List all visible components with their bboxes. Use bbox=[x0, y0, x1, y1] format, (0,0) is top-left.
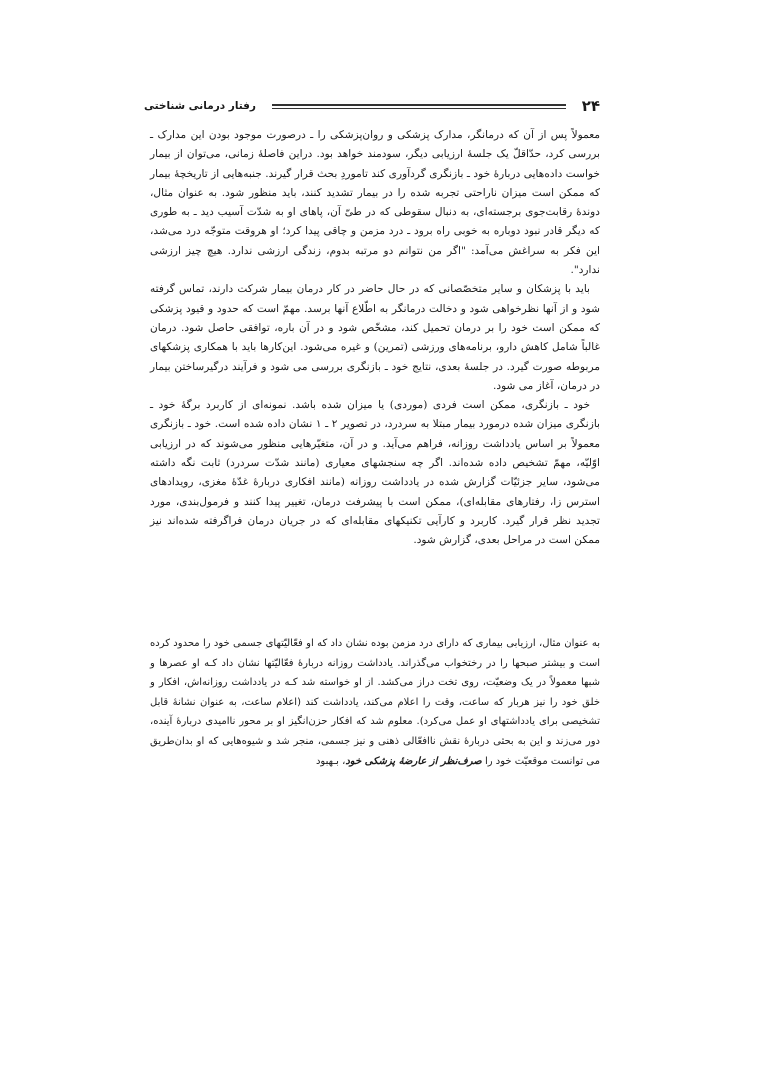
example-paragraph bbox=[150, 634, 600, 771]
example-emphasis: صرف‌نظر از عارضهٔ پزشکی خود bbox=[345, 755, 482, 767]
example-text-end: ، بـهبود bbox=[315, 755, 346, 767]
paragraph: خود ـ بازنگری، ممکن است فردی (موردی) یا میزان شده باشد. نمونه‌ای از کاربرد برگهٔ خود ـ بازنگری میزان شده درمورد بیمار مبتلا به سردرد، در تصویر ۲ ـ ۱ نشان داده شده است. خود ـ بازنگری معمولاً بر اساس یادداشت روزانه، فراهم می‌آید. و در آن، متغیّرهایی منظور می‌شوند که در ارزیابی اوّلیّه، مهمّ تشخیص داده شده‌اند. اگر چه سنجشهای معیاری (مانند شدّت سردرد) ثابت نگه داشته می‌شود، سایر جزئیّات گزارش شده در یادداشت روزانه (مانند افکاری دربارهٔ غدّهٔ مغزی، رویدادهای استرس زا، رفتارهای مقابله‌ای)، ممکن است با پیشرفت درمان، تغییر پیدا کنند و فرمول‌بندی، مورد تجدید نظر قرار گیرد. کاربرد و کارآیی تکنیکهای مقابله‌ای که در جریان درمان فراگرفته شده‌اند نیز ممکن است در مراحل بعدی، گزارش شود. bbox=[150, 399, 601, 547]
page-number: ۲۴ bbox=[581, 97, 600, 115]
example-text bbox=[150, 634, 600, 771]
example-text-start: به عنوان مثال، ارزیابی بیماری که دارای درد مزمن بوده نشان داد که او فعّالیّتهای جسمی خود را محدود کرده است و بیشتر صبحها را در رختخواب می‌گذراند. یادداشت روزانه دربارهٔ فعّالیّتها نشان داد کـه او عصرها و شبها معمولاً در یک وضعیّت، روی تخت دراز می‌کشد. از او خواسته شد کـه در یادداشت روزانه‌اش، افکار و خلق خود را نیز هربار که ساعت، وقت را اعلام می‌کند، یادداشت کند (اعلام ساعت، به عنوان نشانهٔ قابل تشخیصی برای یادداشتهای او عمل می‌کرد). معلوم شد که افکار حزن‌انگیز او بر محور ناامیدی دربارهٔ آینده، دور می‌زند و این به بحثی دربارهٔ نقش ناافعّالی ذهنی و نیز جسمی، منجر شد و شیوه‌هایی که او بدان‌طریق می توانست موقعیّت خود را bbox=[150, 638, 600, 767]
header-rule bbox=[272, 104, 566, 109]
running-header bbox=[144, 96, 600, 116]
paragraph: باید با پزشکان و سایر متخصّصانی که در حال حاضر در کار درمان بیمار شرکت دارند، تماس گرفته شود و از آنها نظرخواهی شود و دخالت درمانگر به اطّلاع آنها برسد. مهمّ است که حدود و قیود پزشکی که ممکن است خود را بر درمان تحمیل کند، مشخّص شود و در آن باره، توافقی حاصل شود. درمان غالباً شامل کاهش دارو، برنامه‌های ورزشی (تمرین) و غیره می‌شود. این‌کارها باید با همکاری پزشکهای مربوطه صورت گیرد. در جلسهٔ بعدی، نتایج خود ـ بازنگری بررسی می شود و فرآیند درگیرساختن بیمار در درمان، آغاز می شود. bbox=[150, 283, 600, 392]
paragraph: معمولاً پس از آن که درمانگر، مدارک پزشکی و روان‌پزشکی را ـ درصورت موجود بودن این مدارک ـ بررسی کرد، حدّاقلّ یک جلسهٔ ارزیابی دیگر، سودمند خواهد بود. دراین فاصلهٔ زمانی، می‌توان از بیمار خواست داده‌هایی دربارهٔ خود ـ بازنگری گردآوری کند تاموردِ بحث قرار گیرند. جنبه‌هایی از تاریخچهٔ بیمار که ممکن است میزان ناراحتی تجربه شده را در بیمار تشدید کنند، باید منظور شود. به عنوان مثال، دوندهٔ رقابت‌جوی برجسته‌ای، به دنبال سقوطی که در طیّ آن، پاهای او به شدّت آسیب دید ـ به طوری که دیگر قادر نبود دوباره به خوبی راه برود ـ درد مزمن و چاقی پیدا کرد؛ او هروقت متوجّه درد می‌شد، این فکر به سراغش می‌آمد: "اگر من نتوانم دو مرتبه بدوم، زندگی ارزشی ندارد. هیچ چیز ارزشی ندارد". bbox=[150, 129, 600, 277]
running-title: رفتار درمانی شناختی bbox=[144, 100, 256, 112]
main-text bbox=[150, 126, 600, 551]
